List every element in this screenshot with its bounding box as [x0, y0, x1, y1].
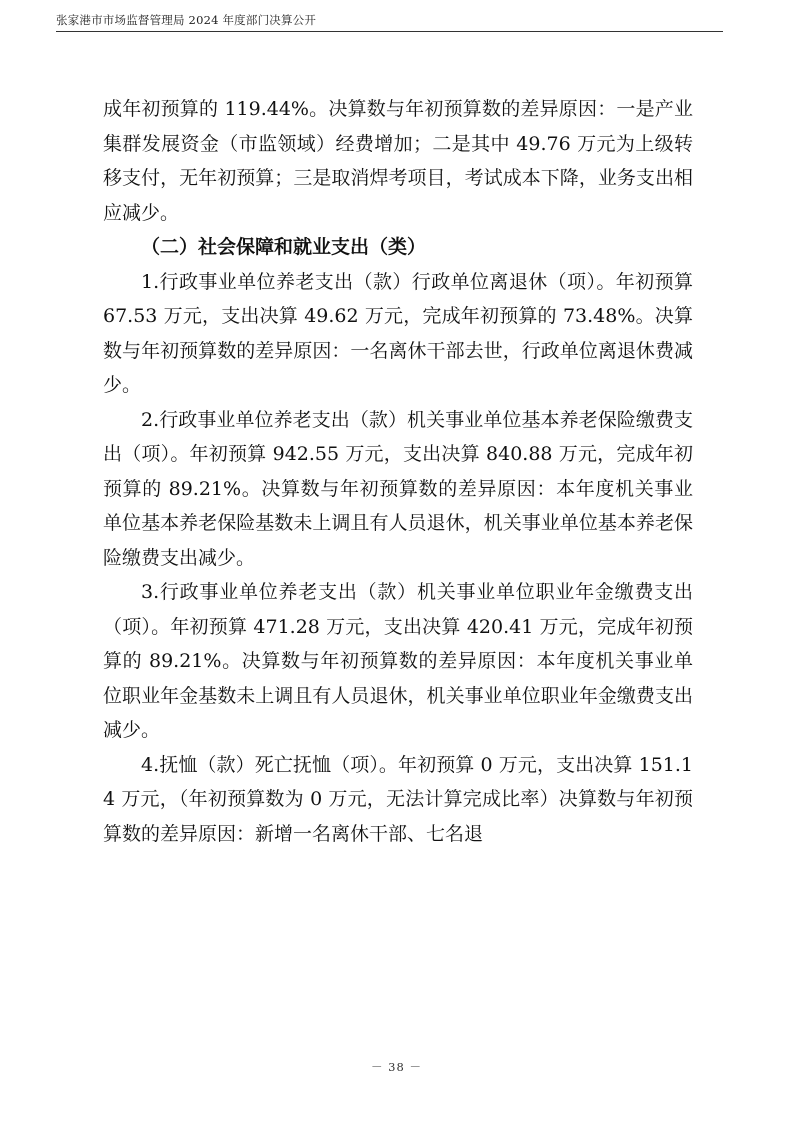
continuation-paragraph: 成年初预算的 119.44%。决算数与年初预算数的差异原因：一是产业集群发展资金（市监领域）经费增加；二是其中 49.76 万元为上级转移支付，无年初预算；三是取消焊考项目，考试成本下降，业务支出相应减少。 [103, 98, 693, 224]
item-paragraph-3: 3.行政事业单位养老支出（款）机关事业单位职业年金缴费支出（项）。年初预算 471.28 万元，支出决算 420.41 万元，完成年初预算的 89.21%。决算数与年初预算数的差异原因：本年度机关事业单位职业年金基数未上调且有人员退休，机关事业单位职业年金缴费支出减少。 [103, 581, 693, 741]
item-paragraph-1: 1.行政事业单位养老支出（款）行政单位离退休（项）。年初预算 67.53 万元，支出决算 49.62 万元，完成年初预算的 73.48%。决算数与年初预算数的差异原因：一名离休干部去世，行政单位离退休费减少。 [103, 270, 693, 396]
item-paragraph-4: 4.抚恤（款）死亡抚恤（项）。年初预算 0 万元，支出决算 151.14 万元，（年初预算数为 0 万元，无法计算完成比率）决算数与年初预算数的差异原因：新增一名离休干部、七名退 [103, 753, 693, 845]
header-divider [56, 31, 723, 32]
item-paragraph-2: 2.行政事业单位养老支出（款）机关事业单位基本养老保险缴费支出（项）。年初预算 942.55 万元，支出决算 840.88 万元，完成年初预算的 89.21%。决算数与年初预算数的差异原因：本年度机关事业单位基本养老保险基数未上调且有人员退休，机关事业单位基本养老保险缴费支出减少。 [103, 408, 693, 569]
document-body [103, 92, 693, 851]
running-header: 张家港市市场监督管理局 2024 年度部门决算公开 [56, 13, 317, 27]
section-heading: （二）社会保障和就业支出（类） [141, 236, 427, 258]
page-number: － 38 － [371, 1060, 422, 1074]
